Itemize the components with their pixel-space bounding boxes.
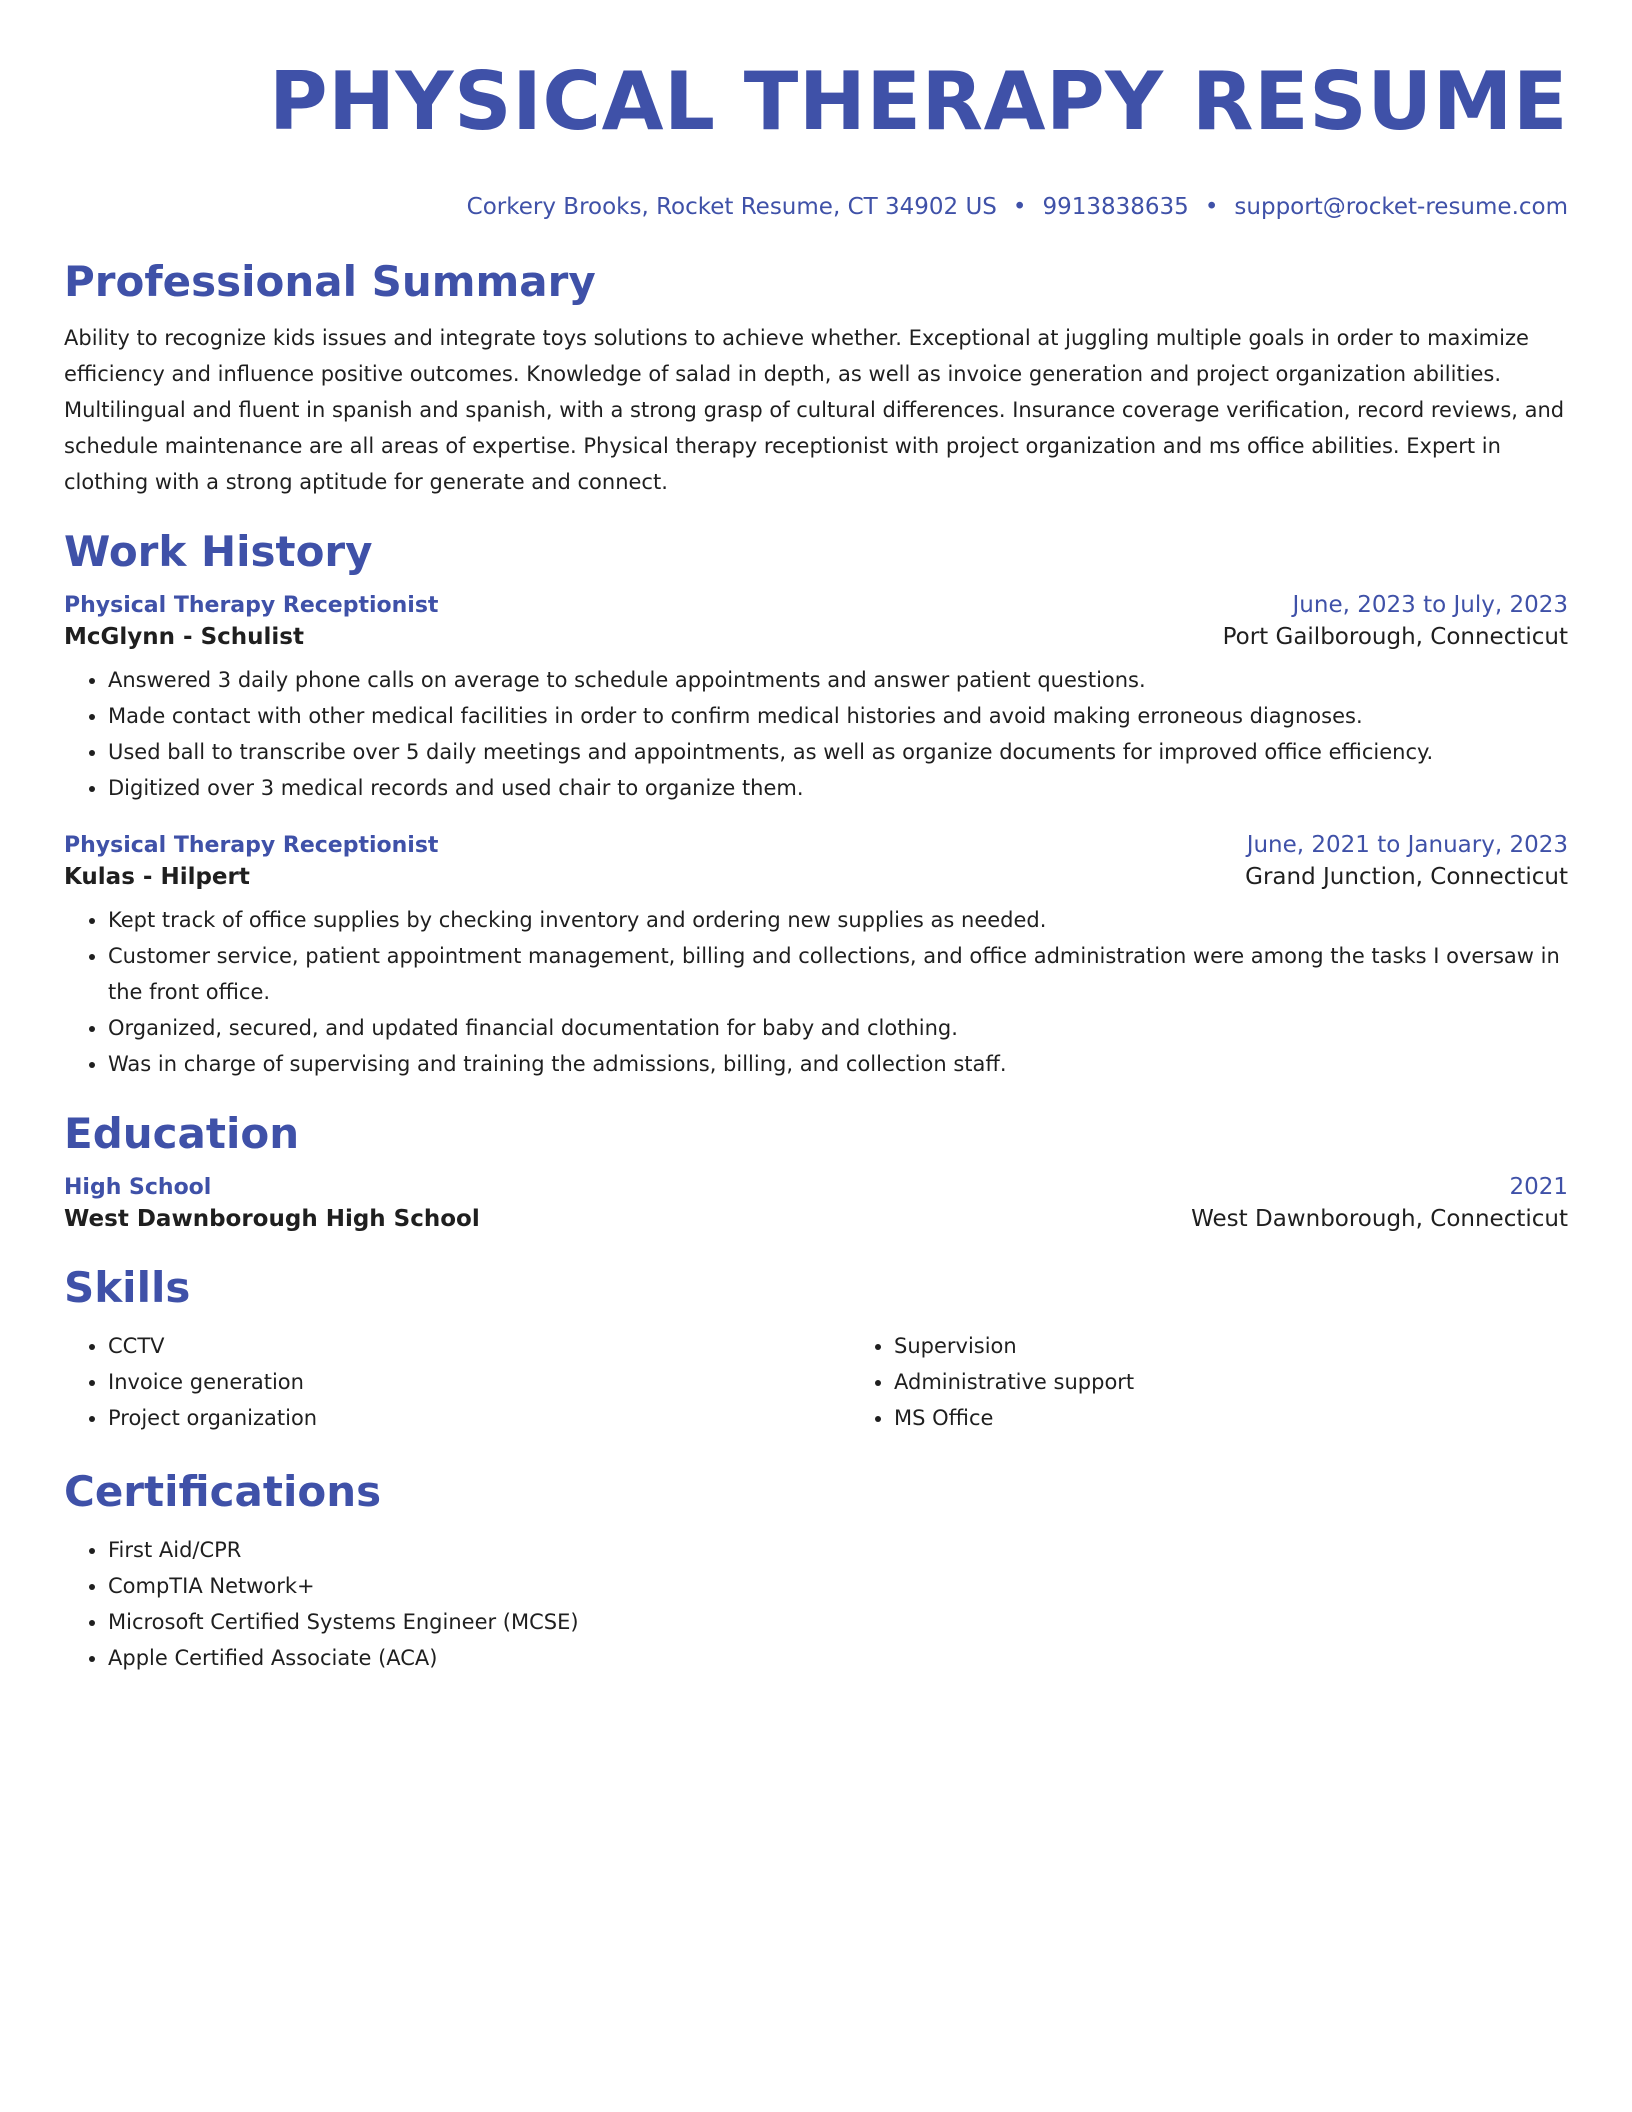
job-bullet: • Used ball to transcribe over 5 daily meetings and appointments, as well as organize documents for improved office efficiency. (108, 734, 1568, 770)
section-title-education: Education (64, 1109, 300, 1158)
section-title-work-history: Work History (64, 527, 373, 576)
certification-item: • Apple Certified Associate (ACA) (108, 1640, 1568, 1676)
contact-separator: • (1204, 194, 1219, 220)
job-bullet: • Was in charge of supervising and training the admissions, billing, and collection staff. (108, 1046, 1568, 1082)
education-location: West Dawnborough, Connecticut (1191, 1206, 1568, 1232)
job-entry (64, 592, 1568, 806)
certification-item: • First Aid/CPR (108, 1532, 1568, 1568)
education-school: West Dawnborough High School (64, 1206, 480, 1232)
job-bullet: • Kept track of office supplies by checking inventory and ordering new supplies as needed. (108, 902, 1568, 938)
certification-item: • Microsoft Certified Systems Engineer (MCSE) (108, 1604, 1568, 1640)
job-bullet: • Customer service, patient appointment management, billing and collections, and office administration were among the tasks I oversaw in the front office. (108, 938, 1568, 1010)
education-entry (64, 1174, 1568, 1232)
resume-page (64, 52, 1568, 1676)
skill-item: • Supervision (894, 1328, 1632, 1364)
skills-list-left (64, 1328, 850, 1436)
job-title: Physical Therapy Receptionist (64, 833, 439, 858)
job-subheader (64, 864, 1568, 890)
contact-address: Corkery Brooks, Rocket Resume, CT 34902 US (466, 194, 997, 220)
skills-list-right (850, 1328, 1632, 1436)
contact-phone: 9913838635 (1042, 194, 1189, 220)
job-company: Kulas - Hilpert (64, 864, 250, 890)
job-dates: June, 2021 to January, 2023 (1246, 832, 1568, 858)
job-header (64, 832, 1568, 858)
job-dates: June, 2023 to July, 2023 (1292, 592, 1568, 618)
section-title-skills: Skills (64, 1263, 191, 1312)
skill-item: • Invoice generation (108, 1364, 850, 1400)
certifications-list (64, 1532, 1568, 1676)
education-header (64, 1174, 1568, 1200)
job-bullets (64, 662, 1568, 806)
section-title-certifications: Certifications (64, 1467, 382, 1516)
certification-item: • CompTIA Network+ (108, 1568, 1568, 1604)
resume-title: PHYSICAL THERAPY RESUME (268, 55, 1568, 148)
section-title-summary: Professional Summary (64, 257, 596, 306)
job-subheader (64, 624, 1568, 650)
job-header (64, 592, 1568, 618)
job-bullet: • Organized, secured, and updated financial documentation for baby and clothing. (108, 1010, 1568, 1046)
job-title: Physical Therapy Receptionist (64, 593, 439, 618)
skill-item: • MS Office (894, 1400, 1632, 1436)
skill-item: • CCTV (108, 1328, 850, 1364)
education-subheader (64, 1206, 1568, 1232)
summary-text: Ability to recognize kids issues and integrate toys solutions to achieve whether. Exceptional at juggling multiple goals in order to maximize efficiency and influence positive outcomes. Knowledge of salad in depth, as well as invoice generation and project organization abilities. Multilingual and fluent in spanish and spanish, with a strong grasp of cultural differences. Insurance coverage verification, record reviews, and schedule maintenance are all areas of expertise. Physical therapy receptionist with project organization and ms office abilities. Expert in clothing with a strong aptitude for generate and connect. (64, 326, 1565, 494)
job-location: Grand Junction, Connecticut (1245, 864, 1568, 890)
job-bullet: • Answered 3 daily phone calls on average to schedule appointments and answer patient questions. (108, 662, 1568, 698)
job-bullet: • Digitized over 3 medical records and used chair to organize them. (108, 770, 1568, 806)
education-year: 2021 (1509, 1174, 1568, 1200)
skill-item: • Project organization (108, 1400, 850, 1436)
contact-email: support@rocket-resume.com (1234, 194, 1568, 220)
job-location: Port Gailborough, Connecticut (1222, 624, 1568, 650)
contact-separator: • (1012, 194, 1027, 220)
job-bullets (64, 902, 1568, 1082)
skill-item: • Administrative support (894, 1364, 1632, 1400)
job-entry (64, 832, 1568, 1082)
contact-line (64, 192, 1568, 222)
job-company: McGlynn - Schulist (64, 624, 304, 650)
education-degree: High School (64, 1175, 212, 1200)
job-bullet: • Made contact with other medical facilities in order to confirm medical histories and avoid making erroneous diagnoses. (108, 698, 1568, 734)
skills-grid (64, 1328, 1568, 1436)
